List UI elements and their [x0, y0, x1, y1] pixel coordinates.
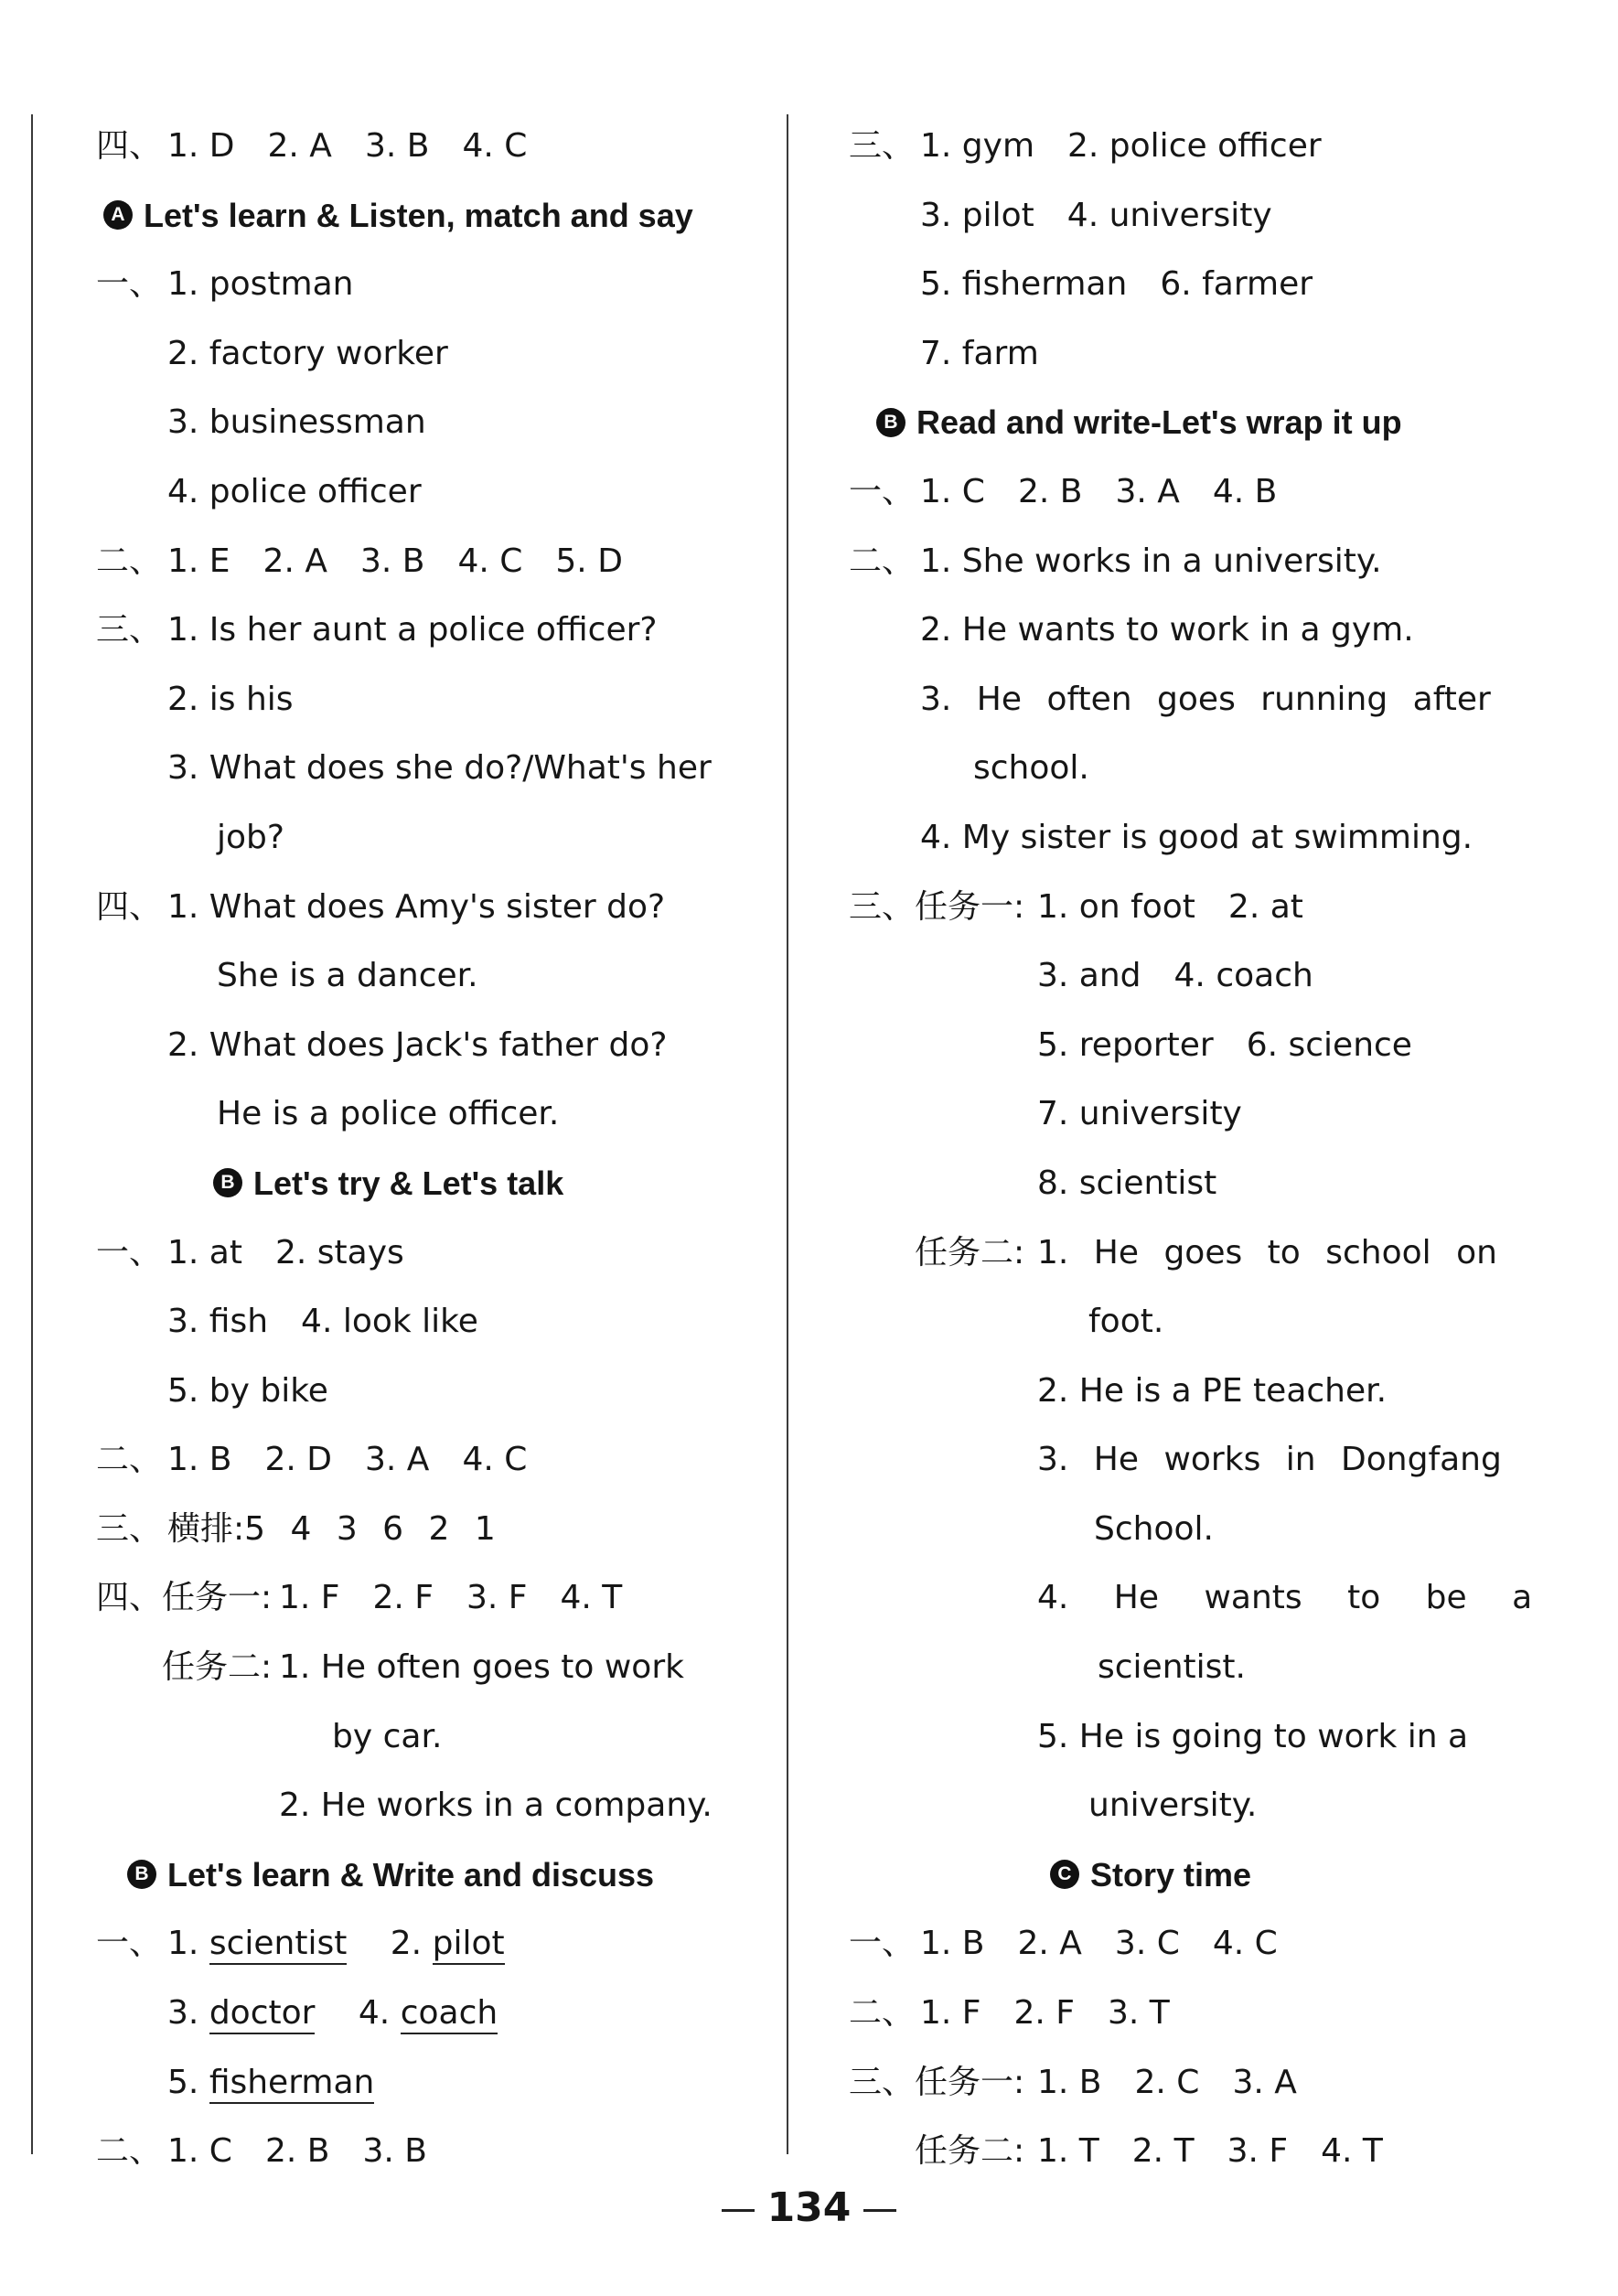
- section-badge-b: B: [213, 1168, 242, 1197]
- section-badge-b: B: [127, 1860, 156, 1889]
- answer-line: 2. He is a PE teacher.: [1037, 1371, 1388, 1410]
- answer-line: 三、 横排:5 4 3 6 2 1: [96, 1509, 496, 1548]
- answer-line: 三、 1. Is her aunt a police officer?: [96, 611, 658, 649]
- answer-line: 4. police officer: [167, 472, 422, 510]
- page-number: 134: [0, 2184, 1618, 2231]
- section-badge-b: B: [876, 408, 905, 437]
- answer-line: 一、 1. B 2. A 3. C 4. C: [849, 1925, 1278, 1963]
- answer-line: 四、 任务一: 1. F 2. F 3. F 4. T: [96, 1579, 623, 1617]
- answer-line: school.: [973, 749, 1089, 788]
- answer-line: 5. reporter 6. science: [1037, 1025, 1412, 1064]
- answer-line: 4. My sister is good at swimming.: [920, 818, 1473, 856]
- dash-right: [863, 2209, 896, 2212]
- answer-line: 一、 1. postman: [96, 265, 354, 304]
- answer-line: 四、 1. D 2. A 3. B 4. C: [96, 127, 528, 165]
- answer-line: 任务二: 1. He goes to school on: [915, 1233, 1497, 1271]
- right-column: [849, 112, 1533, 2186]
- answer-line: job?: [217, 818, 284, 856]
- answer-line: 3. businessman: [167, 403, 426, 442]
- column-divider: [787, 114, 788, 2154]
- answer-line: 5. fisherman: [96, 2048, 773, 2118]
- answer-line: 一、 1. C 2. B 3. A 4. B: [849, 472, 1278, 510]
- answer-line: 2. factory worker: [167, 334, 448, 372]
- answer-line: 三、 任务一: 1. on foot 2. at: [849, 887, 1303, 926]
- answer-line: 3. What does she do?/What's her: [167, 749, 712, 788]
- answer-line: 二、 1. E 2. A 3. B 4. C 5. D: [96, 542, 623, 580]
- answer-line: 二、 1. C 2. B 3. B: [96, 2132, 427, 2171]
- answer-line: 二、 1. B 2. D 3. A 4. C: [96, 1441, 528, 1479]
- answer-line: by car.: [332, 1717, 443, 1755]
- answer-line: 4. He wants to be a: [1037, 1579, 1533, 1617]
- answer-line: 5. He is going to work in a: [1037, 1717, 1469, 1755]
- answer-line: 一、 1. scientist 2. pilot: [96, 1909, 773, 1979]
- underlined-answer: doctor: [209, 1994, 316, 2034]
- answer-line: 2. He wants to work in a gym.: [920, 611, 1414, 649]
- answer-line: 5. fisherman 6. farmer: [920, 265, 1313, 304]
- answer-line: university.: [1088, 1786, 1258, 1825]
- answer-line: 3. pilot 4. university: [920, 196, 1272, 234]
- section-badge-a: A: [103, 200, 133, 230]
- answer-line: 3. and 4. coach: [1037, 957, 1313, 995]
- answer-line: 8. scientist: [1037, 1164, 1217, 1202]
- answer-line: 7. farm: [920, 334, 1039, 372]
- underlined-answer: fisherman: [209, 2064, 375, 2104]
- answer-line: 3. fish 4. look like: [167, 1303, 478, 1341]
- answer-line: She is a dancer.: [217, 957, 478, 995]
- section-heading: B Read and write-Let's wrap it up: [849, 388, 1489, 457]
- dash-left: [722, 2209, 755, 2212]
- answer-line: He is a police officer.: [217, 1095, 560, 1133]
- section-badge-c: C: [1050, 1860, 1079, 1889]
- answer-line: 3. doctor 4. coach: [96, 1979, 773, 2048]
- answer-line: 任务二: 1. T 2. T 3. F 4. T: [915, 2132, 1383, 2171]
- answer-line: 2. He works in a company.: [279, 1786, 713, 1825]
- answer-line: scientist.: [1098, 1648, 1246, 1687]
- underlined-answer: pilot: [433, 1925, 505, 1965]
- answer-line: 5. by bike: [167, 1371, 328, 1410]
- answer-line: 2. is his: [167, 680, 294, 718]
- left-margin-rule: [31, 114, 33, 2154]
- answer-line: 四、 1. What does Amy's sister do?: [96, 887, 666, 926]
- section-heading: A Let's learn & Listen, match and say: [96, 181, 773, 251]
- section-heading: B Let's try & Let's talk: [96, 1149, 773, 1218]
- underlined-answer: scientist: [209, 1925, 348, 1965]
- answer-line: foot.: [1088, 1303, 1164, 1341]
- left-column: [96, 112, 773, 2186]
- answer-line: School.: [1094, 1509, 1214, 1548]
- answer-line: 3. He works in Dongfang: [1037, 1441, 1502, 1479]
- answer-line: 7. university: [1037, 1095, 1242, 1133]
- answer-line: 三、 任务一: 1. B 2. C 3. A: [849, 2063, 1297, 2101]
- underlined-answer: coach: [401, 1994, 498, 2034]
- section-heading: C Story time: [849, 1840, 1489, 1910]
- answer-line: 2. What does Jack's father do?: [167, 1025, 668, 1064]
- answer-line: 二、 1. She works in a university.: [849, 542, 1382, 580]
- section-heading: B Let's learn & Write and discuss: [96, 1840, 773, 1910]
- answer-line: 3. He often goes running after: [920, 680, 1491, 718]
- answer-line: 任务二: 1. He often goes to work: [162, 1648, 684, 1687]
- answer-line: 一、 1. at 2. stays: [96, 1233, 404, 1271]
- answer-line: 三、 1. gym 2. police officer: [849, 127, 1322, 165]
- answer-line: 二、 1. F 2. F 3. T: [849, 1994, 1170, 2033]
